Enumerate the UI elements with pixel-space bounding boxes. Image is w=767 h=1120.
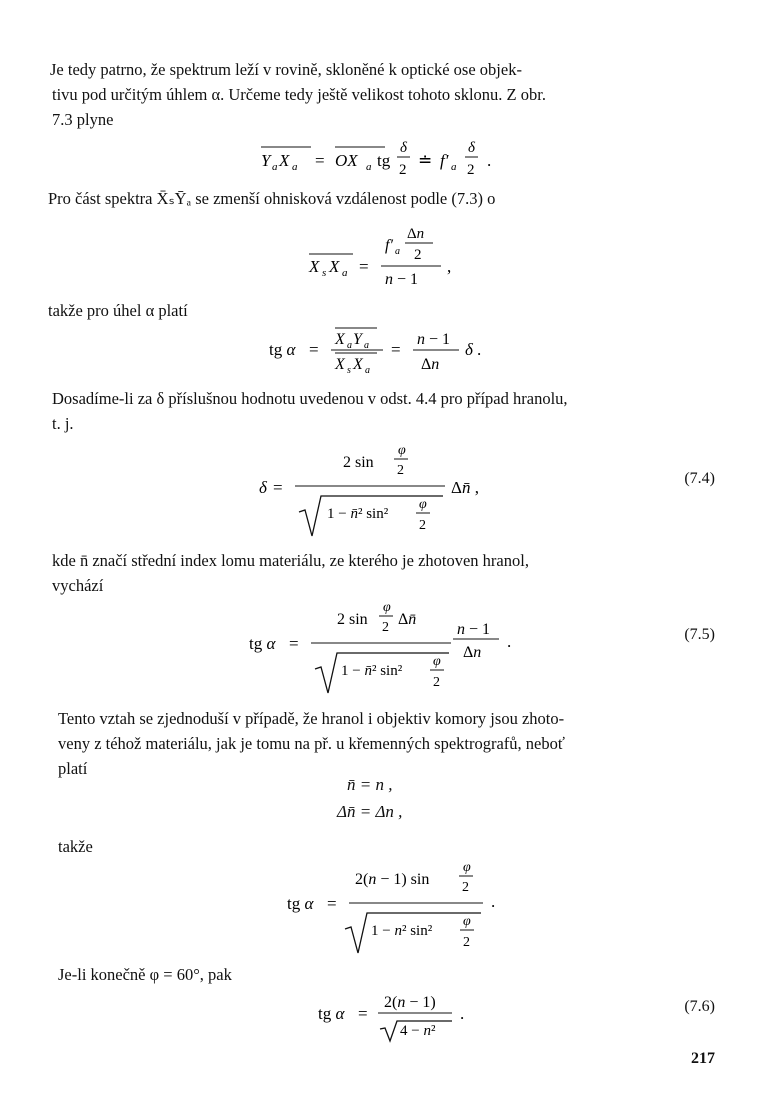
- equation-tg-alfa-2: [245, 597, 535, 697]
- svg-text:.: .: [507, 632, 512, 651]
- svg-text:=: =: [358, 1004, 368, 1023]
- svg-text:δ: δ: [259, 478, 267, 497]
- svg-text:=: =: [289, 634, 299, 653]
- svg-text:,: ,: [447, 257, 452, 276]
- svg-text:Δn: Δn: [463, 644, 482, 661]
- paragraph-line: Je tedy patrno, že spektrum leží v rovině, skloněné k optické ose objek-: [50, 60, 522, 79]
- svg-text:.: .: [460, 1004, 465, 1023]
- equation-number: (7.5): [684, 626, 715, 643]
- svg-text:a: a: [292, 161, 298, 173]
- svg-text:φ: φ: [433, 654, 441, 669]
- svg-text:.: .: [487, 151, 492, 170]
- svg-text:f′: f′: [440, 151, 449, 170]
- svg-text:2: 2: [462, 880, 469, 895]
- svg-text:2: 2: [414, 247, 422, 263]
- paragraph-line: Dosadíme-li za δ příslušnou hodnotu uvedenou v odst. 4.4 pro případ hranolu,: [52, 389, 568, 408]
- svg-text:OX: OX: [335, 151, 358, 170]
- svg-text:2(n − 1) sin: 2(n − 1) sin: [355, 871, 430, 888]
- svg-text:a: a: [366, 161, 372, 173]
- svg-text:2: 2: [419, 518, 426, 533]
- equation-sklon: [255, 130, 525, 182]
- paragraph-line: takže pro úhel α platí: [48, 301, 188, 320]
- svg-text:a: a: [342, 267, 348, 279]
- svg-text:φ: φ: [383, 600, 391, 615]
- svg-text:X: X: [335, 356, 345, 373]
- equation-tg-alfa-4: [314, 985, 494, 1047]
- svg-text:X: X: [309, 257, 320, 276]
- equation-delta: [255, 440, 515, 540]
- paragraph-line: Je-li konečně φ = 60°, pak: [58, 965, 232, 984]
- svg-text:a: a: [272, 161, 278, 173]
- equation-tg-alfa-1: [265, 322, 505, 382]
- svg-text:δ: δ: [468, 140, 475, 156]
- svg-text:n − 1: n − 1: [417, 331, 451, 348]
- svg-text:tg α: tg α: [287, 894, 314, 913]
- svg-text:φ: φ: [463, 860, 471, 875]
- equation-ohniskova-zmena: [305, 220, 475, 295]
- svg-text:φ: φ: [398, 443, 406, 458]
- paragraph-line: t. j.: [52, 414, 74, 433]
- svg-text:.: .: [491, 892, 496, 911]
- svg-text:.: .: [477, 340, 482, 359]
- svg-text:φ: φ: [463, 914, 471, 929]
- paragraph-line: takže: [58, 837, 93, 856]
- svg-text:Δn: Δn: [421, 356, 440, 373]
- svg-text:Y: Y: [261, 151, 271, 170]
- page-number: 217: [691, 1050, 715, 1067]
- svg-text:n − 1: n − 1: [457, 621, 491, 638]
- svg-text:X: X: [353, 356, 363, 373]
- paragraph-line: vychází: [52, 576, 104, 595]
- equation-number: (7.4): [684, 470, 715, 487]
- svg-text:1 − n² sin²: 1 − n² sin²: [371, 923, 433, 939]
- svg-text:2 sin: 2 sin: [337, 611, 368, 628]
- svg-text:Δn: Δn: [407, 226, 425, 242]
- svg-text:1 − n̄² sin²: 1 − n̄² sin²: [327, 506, 389, 522]
- paragraph-line: kde n̄ značí střední index lomu materiálu, ze kterého je zhotoven hranol,: [52, 551, 529, 570]
- svg-text:=: =: [327, 894, 337, 913]
- svg-text:=: =: [359, 257, 369, 276]
- svg-text:n − 1: n − 1: [385, 271, 419, 288]
- equation-number: (7.6): [684, 998, 715, 1015]
- svg-text:2: 2: [397, 463, 404, 478]
- svg-text:Δn̄: Δn̄: [398, 611, 417, 628]
- equation-rovnost-delta-n: Δn̄ = Δn ,: [337, 802, 403, 821]
- svg-text:2: 2: [399, 162, 407, 178]
- svg-text:δ: δ: [400, 140, 407, 156]
- svg-text:s: s: [347, 365, 351, 376]
- svg-text:tg α: tg α: [249, 634, 276, 653]
- equation-tg-alfa-3: [283, 857, 513, 957]
- svg-text:=: =: [309, 340, 319, 359]
- svg-text:Y: Y: [353, 331, 362, 348]
- svg-text:X: X: [329, 257, 340, 276]
- svg-text:2: 2: [433, 675, 440, 690]
- svg-text:a: a: [451, 161, 457, 173]
- svg-text:a: a: [395, 246, 400, 257]
- paragraph-line: Pro část spektra X̄ₛȲₐ se zmenší ohnisková vzdálenost podle (7.3) o: [48, 189, 496, 208]
- svg-text:2(n − 1): 2(n − 1): [384, 994, 436, 1011]
- svg-text:a: a: [365, 365, 370, 376]
- svg-text:2 sin: 2 sin: [343, 454, 374, 471]
- svg-text:f′: f′: [385, 237, 393, 254]
- svg-text:a: a: [364, 340, 369, 351]
- svg-text:tg α: tg α: [318, 1004, 345, 1023]
- svg-text:s: s: [322, 267, 327, 279]
- paragraph-line: platí: [58, 759, 88, 778]
- svg-text:a: a: [347, 340, 352, 351]
- svg-text:X: X: [279, 151, 290, 170]
- svg-text:φ: φ: [419, 497, 427, 512]
- svg-text:1 − n̄² sin²: 1 − n̄² sin²: [341, 663, 403, 679]
- svg-text:=: =: [391, 340, 401, 359]
- svg-text:4 − n²: 4 − n²: [400, 1023, 436, 1039]
- svg-text:X: X: [335, 331, 345, 348]
- svg-text:≐: ≐: [418, 151, 433, 170]
- equation-rovnost-n: n̄ = n ,: [347, 775, 393, 794]
- svg-text:Δn̄ ,: Δn̄ ,: [451, 478, 479, 497]
- svg-text:2: 2: [467, 162, 475, 178]
- svg-text:2: 2: [463, 935, 470, 950]
- svg-text:2: 2: [382, 620, 389, 635]
- paragraph-line: Tento vztah se zjednoduší v případě, že hranol i objektiv komory jsou zhoto-: [58, 709, 565, 728]
- paragraph-line: tivu pod určitým úhlem α. Určeme tedy ještě velikost tohoto sklonu. Z obr.: [52, 85, 546, 104]
- svg-text:=: =: [273, 478, 283, 497]
- paragraph-line: veny z téhož materiálu, jak je tomu na př. u křemenných spektrografů, neboť: [58, 734, 565, 753]
- svg-text:tg α: tg α: [269, 340, 296, 359]
- svg-text:tg: tg: [377, 151, 391, 170]
- svg-text:δ: δ: [465, 340, 473, 359]
- svg-text:=: =: [315, 151, 325, 170]
- paragraph-line: 7.3 plyne: [52, 110, 114, 129]
